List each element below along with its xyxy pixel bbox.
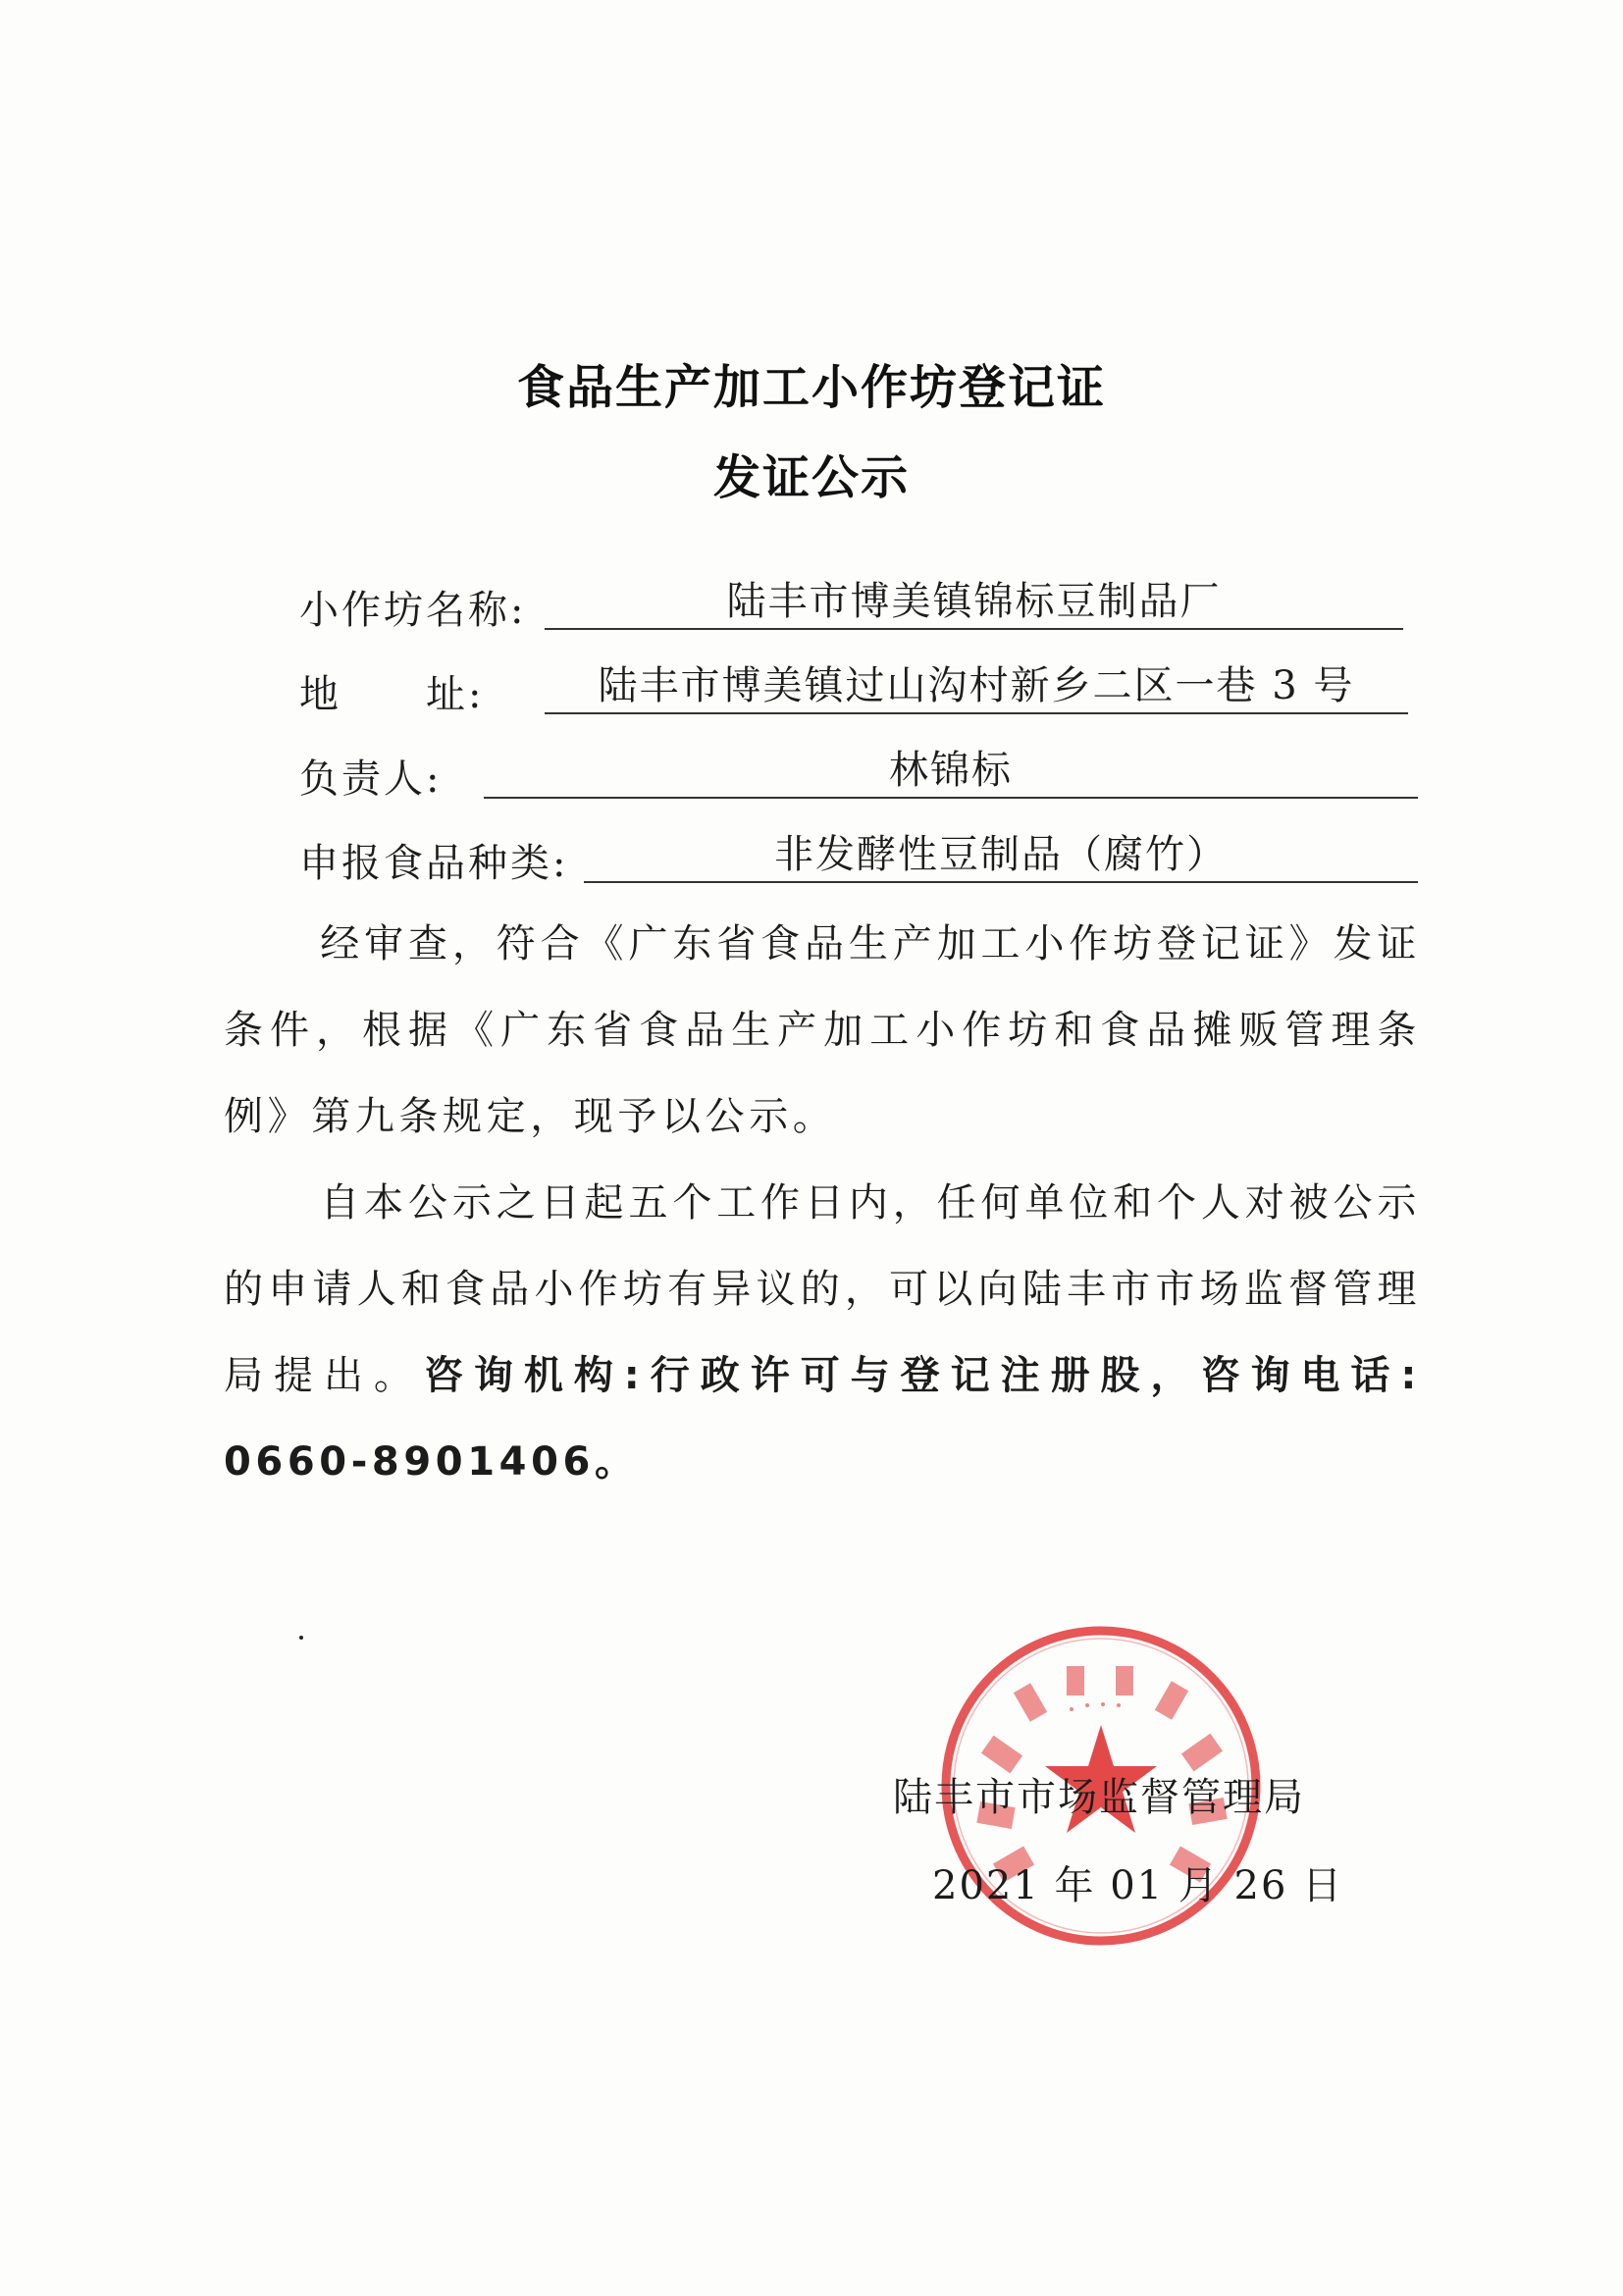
field-label: 申报食品种类: [299, 841, 569, 886]
field-value: 陆丰市博美镇锦标豆制品厂 [545, 579, 1403, 630]
document-title: 食品生产加工小作坊登记证 [516, 360, 1106, 415]
objection-paragraph [224, 1160, 1421, 1505]
field-food-category [299, 832, 1418, 891]
review-text: 经审查，符合《广东省食品生产加工小作坊登记证》发证条件，根据《广东省食品生产加工小作坊和食品摊贩管理条例》第九条规定，现予以公示。 [224, 921, 1421, 1139]
contact-info: 咨询机构:行政许可与登记注册股，咨询电话: 0660-8901406。 [224, 1353, 1421, 1485]
document-subtitle: 发证公示 [712, 450, 910, 505]
objection-text: 自本公示之日起五个工作日内，任何单位和个人对被公示的申请人和食品小作坊有异议的，可以向陆丰市市场监督管理局提出。 [224, 1180, 1421, 1398]
field-workshop-name [299, 579, 1408, 638]
field-responsible-person [299, 748, 1418, 807]
review-paragraph [224, 901, 1421, 1160]
field-label: 小作坊名称: [299, 588, 527, 633]
field-label: 负责人: [299, 757, 443, 802]
field-value: 非发酵性豆制品（腐竹） [584, 832, 1418, 883]
issue-date: 2021 年 01 月 26 日 [932, 1863, 1344, 1908]
field-label: 地 址: [299, 672, 485, 717]
field-value: 陆丰市博美镇过山沟村新乡二区一巷 3 号 [545, 663, 1408, 714]
field-value: 林锦标 [484, 748, 1418, 799]
field-address [299, 663, 1408, 722]
issuing-agency: 陆丰市市场监督管理局 [893, 1775, 1305, 1820]
scan-speck [299, 1636, 303, 1640]
